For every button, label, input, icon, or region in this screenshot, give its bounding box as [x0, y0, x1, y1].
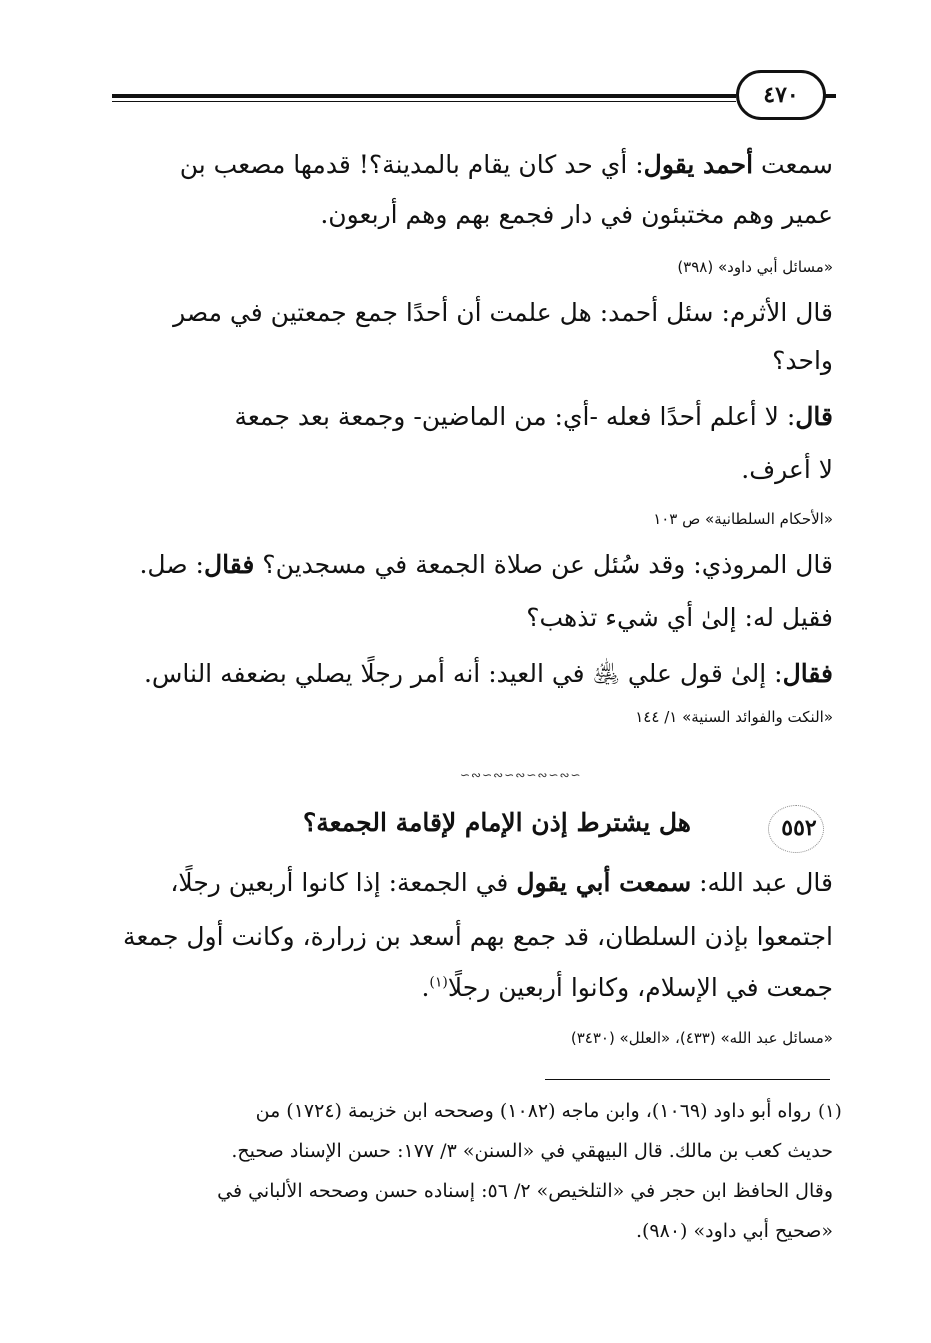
- paragraph-line: فقيل له: إلىٰ أي شيء تذهب؟: [526, 603, 833, 632]
- source-citation: «مسائل عبد الله» (٤٣٣)، «العلل» (٣٤٣٠): [570, 1029, 833, 1047]
- footnote-line: رواه أبو داود (١٠٦٩)، وابن ماجه (١٠٨٢) وصححه ابن خزيمة (١٧٢٤) من: [255, 1100, 811, 1122]
- footnote-line: وقال الحافظ ابن حجر في «التلخيص» ٢/ ٥٦: إسناده حسن وصححه الألباني في: [217, 1180, 833, 1202]
- footnote-marker: (١): [818, 1101, 842, 1122]
- footnote-line: حديث كعب بن مالك. قال البيهقي في «السنن» ٣/ ١٧٧: حسن الإسناد صحيح.: [231, 1140, 833, 1162]
- paragraph-line: واحد؟: [772, 346, 833, 375]
- header-rule-thin: [112, 101, 736, 102]
- paragraph-line: قال عبد الله: سمعت أبي يقول في الجمعة: إذا كانوا أربعين رجلًا،: [170, 868, 833, 897]
- paragraph-line: قال الأثرم: سئل أحمد: هل علمت أن أحدًا جمع جمعتين في مصر: [173, 298, 833, 327]
- source-citation: «الأحكام السلطانية» ص ١٠٣: [653, 510, 833, 528]
- paragraph-line: عمير وهم مختبئون في دار فجمع بهم وهم أربعون.: [320, 200, 833, 229]
- paragraph-line: قال: لا أعلم أحدًا فعله -أي: من الماضين- وجمعة بعد جمعة: [234, 402, 833, 431]
- paragraph-line: لا أعرف.: [741, 455, 833, 484]
- question-title: هل يشترط إذن الإمام لإقامة الجمعة؟: [303, 808, 691, 837]
- footnote-separator: [545, 1079, 830, 1080]
- footnote-reference[interactable]: (١): [429, 974, 448, 991]
- paragraph-line: قال المروذي: وقد سُئل عن صلاة الجمعة في مسجدين؟ فقال: صل.: [139, 550, 833, 579]
- source-citation: «النكت والفوائد السنية» ١/ ١٤٤: [635, 708, 833, 726]
- header-rule-thick: [112, 94, 736, 98]
- paragraph-line: جمعت في الإسلام، وكانوا أربعين رجلًا$^{(١)}$.: [421, 973, 833, 1002]
- question-number-badge: ٥٥٢: [758, 805, 840, 851]
- source-citation: «مسائل أبي داود» (٣٩٨): [677, 258, 833, 276]
- paragraph-line: اجتمعوا بإذن السلطان، قد جمع بهم أسعد بن زرارة، وكانت أول جمعة: [123, 922, 833, 951]
- page-number: ٤٧٠: [736, 70, 826, 120]
- paragraph-line: فقال: إلىٰ قول علي ﵁ في العيد: أنه أمر رجلًا يصلي بضعفه الناس.: [143, 659, 833, 688]
- paragraph-line: سمعت أحمد يقول: أي حد كان يقام بالمدينة؟! قدمها مصعب بن: [179, 150, 833, 179]
- footnote-line: «صحيح أبي داود» (٩٨٠).: [635, 1220, 833, 1242]
- section-divider-ornament: ∽∾∽∾∽∾∽∾∽∾∽: [460, 768, 582, 782]
